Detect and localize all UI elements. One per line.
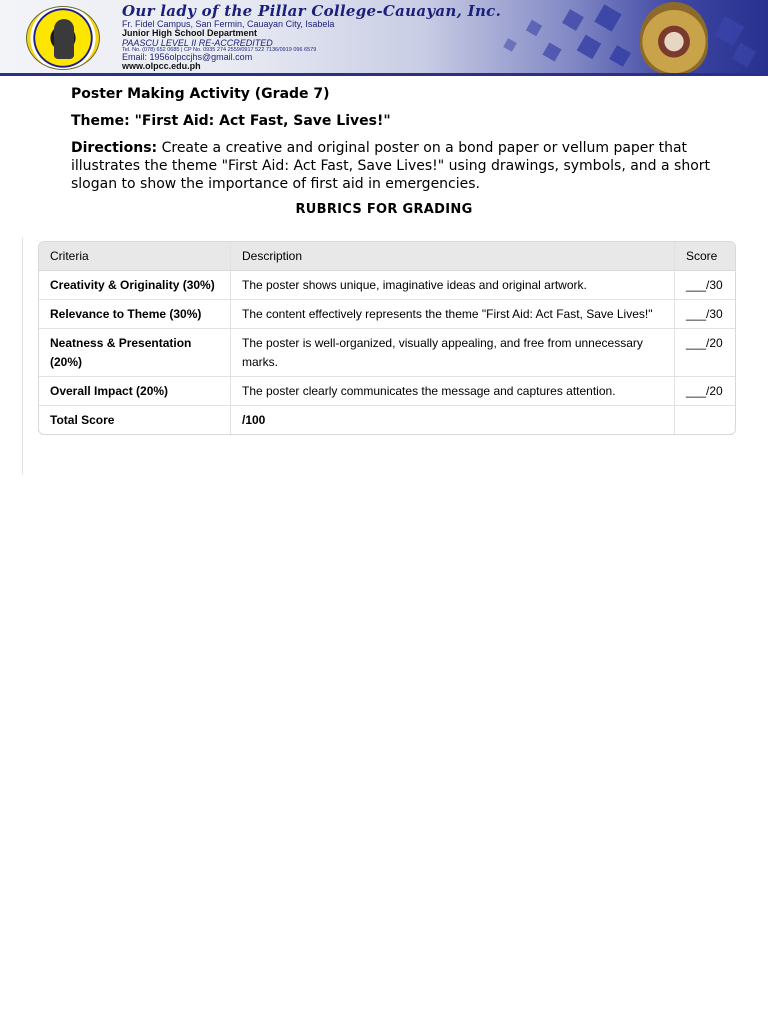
description-cell: The poster is well-organized, visually appealing, and free from unnecessary marks. <box>230 329 674 377</box>
madonna-image-icon <box>640 2 708 74</box>
decor-diamond <box>732 43 757 68</box>
activity-title: Poster Making Activity (Grade 7) <box>71 86 330 102</box>
total-value-cell: /100 <box>230 406 674 434</box>
total-row <box>39 406 735 434</box>
description-cell: The poster clearly communicates the message and captures attention. <box>230 377 674 406</box>
seal-figure <box>54 19 74 59</box>
total-label-cell: Total Score <box>50 413 115 427</box>
total-score-cell <box>674 406 735 434</box>
contact-phones: Tel. No. (078) 652 0685 | CP No. 0935 274 2559/0917 522 7136/0919 096 6579 <box>122 47 317 53</box>
description-cell: The content effectively represents the theme "First Aid: Act Fast, Save Lives!" <box>230 300 674 329</box>
table-row <box>39 300 735 329</box>
table-row <box>39 329 735 377</box>
decor-diamond <box>577 35 602 60</box>
score-cell: ___/30 <box>674 300 735 329</box>
decor-diamond <box>562 9 584 31</box>
banner-divider <box>0 73 768 76</box>
score-cell: ___/20 <box>674 329 735 377</box>
criteria-cell: Neatness & Presentation (20%) <box>39 329 230 377</box>
criteria-cell: Creativity & Originality (30%) <box>39 271 230 300</box>
decor-diamond <box>503 38 517 52</box>
decor-diamond <box>714 16 744 46</box>
decor-diamond <box>526 20 542 36</box>
criteria-cell: Relevance to Theme (30%) <box>39 300 230 329</box>
column-header-criteria: Criteria <box>39 242 230 271</box>
school-name: Our lady of the Pillar College-Cauayan, Inc. <box>122 2 502 20</box>
rubric-heading: RUBRICS FOR GRADING <box>295 202 473 217</box>
directions-label: Directions: <box>71 140 158 156</box>
column-header-description: Description <box>230 242 674 271</box>
school-address: Fr. Fidel Campus, San Fermin, Cauayan City, Isabela <box>122 19 335 29</box>
decor-diamond <box>609 45 631 67</box>
margin-line <box>22 238 23 474</box>
directions-paragraph <box>71 139 711 193</box>
decor-diamond <box>594 4 621 31</box>
school-seal-icon <box>26 6 100 70</box>
directions-text: Create a creative and original poster on a bond paper or vellum paper that illustrates the theme "First Aid: Act Fast, Save Lives!" using drawings, symbols, and a short slogan to show the importance of first aid in emergencies. <box>71 140 711 192</box>
table-row <box>39 271 735 300</box>
column-header-score: Score <box>674 242 735 271</box>
description-cell: The poster shows unique, imaginative ideas and original artwork. <box>230 271 674 300</box>
activity-theme: Theme: "First Aid: Act Fast, Save Lives!" <box>71 113 391 129</box>
score-cell: ___/20 <box>674 377 735 406</box>
table-row <box>39 377 735 406</box>
department-name: Junior High School Department <box>122 28 258 38</box>
school-header-banner <box>0 0 768 75</box>
accreditation-text: PAASCU LEVEL II RE-ACCREDITED <box>122 38 273 48</box>
score-cell: ___/30 <box>674 271 735 300</box>
decor-diamond <box>542 42 561 61</box>
table-header-row <box>39 242 735 271</box>
school-website: www.olpcc.edu.ph <box>122 61 201 71</box>
criteria-cell: Overall Impact (20%) <box>39 377 230 406</box>
rubric-table <box>38 241 736 435</box>
contact-email: Email: 1956olpccjhs@gmail.com <box>122 52 253 62</box>
